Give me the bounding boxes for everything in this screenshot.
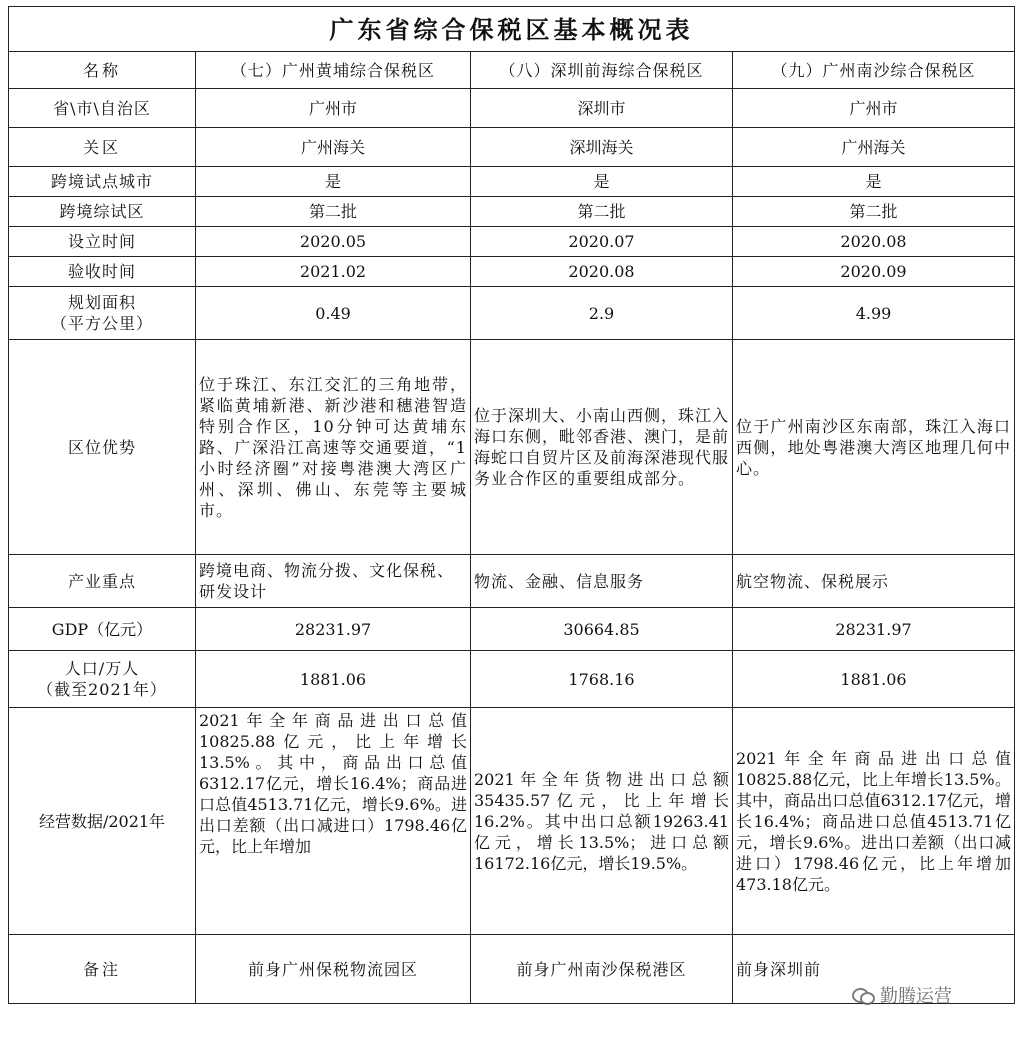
cell-operations-huangpu: 2021年全年商品进出口总值10825.88亿元，比上年增长13.5%。其中，商品出口总值6312.17亿元，增长16.4%；商品进口总值4513.71亿元，增长9.6%。进出口差额（出口减进口）1798.46亿元，比上年增加 bbox=[196, 708, 471, 935]
table-row bbox=[9, 555, 1015, 608]
cell-area-huangpu: 0.49 bbox=[196, 287, 471, 340]
cell-area-nansha: 4.99 bbox=[733, 287, 1015, 340]
table-row bbox=[9, 651, 1015, 708]
header-name: 名称 bbox=[9, 52, 196, 89]
cell-industry-qianhai: 物流、金融、信息服务 bbox=[471, 555, 733, 608]
cell-province-nansha: 广州市 bbox=[733, 89, 1015, 128]
cell-pilot-city-huangpu: 是 bbox=[196, 167, 471, 197]
cell-operations-qianhai: 2021年全年货物进出口总额35435.57亿元，比上年增长16.2%。其中出口总额19263.41亿元，增长13.5%；进口总额16172.16亿元，增长19.5%。 bbox=[471, 708, 733, 935]
row-label-customs: 关区 bbox=[9, 128, 196, 167]
cell-population-qianhai: 1768.16 bbox=[471, 651, 733, 708]
row-label-population-line1: 人口/万人 bbox=[64, 659, 140, 678]
cell-location-huangpu: 位于珠江、东江交汇的三角地带，紧临黄埔新港、新沙港和穗港智造特别合作区，10分钟可达黄埔东路、广深沿江高速等交通要道，“1小时经济圈”对接粤港澳大湾区广州、深圳、佛山、东莞等主要城市。 bbox=[196, 340, 471, 555]
row-label-location: 区位优势 bbox=[9, 340, 196, 555]
cell-accepted-nansha: 2020.09 bbox=[733, 257, 1015, 287]
row-label-population bbox=[9, 651, 196, 708]
cell-industry-nansha: 航空物流、保税展示 bbox=[733, 555, 1015, 608]
wechat-icon bbox=[852, 986, 874, 1004]
table-row bbox=[9, 608, 1015, 651]
table-row bbox=[9, 128, 1015, 167]
header-qianhai: （八）深圳前海综合保税区 bbox=[471, 52, 733, 89]
cell-gdp-huangpu: 28231.97 bbox=[196, 608, 471, 651]
table-row bbox=[9, 52, 1015, 89]
table-row bbox=[9, 167, 1015, 197]
cell-gdp-nansha: 28231.97 bbox=[733, 608, 1015, 651]
row-label-operations: 经营数据/2021年 bbox=[9, 708, 196, 935]
row-label-gdp: GDP（亿元） bbox=[9, 608, 196, 651]
cell-pilot-city-qianhai: 是 bbox=[471, 167, 733, 197]
cell-pilot-city-nansha: 是 bbox=[733, 167, 1015, 197]
watermark bbox=[852, 982, 952, 1008]
table-row bbox=[9, 708, 1015, 935]
row-label-established: 设立时间 bbox=[9, 227, 196, 257]
cell-pilot-zone-qianhai: 第二批 bbox=[471, 197, 733, 227]
cell-established-nansha: 2020.08 bbox=[733, 227, 1015, 257]
cell-customs-nansha: 广州海关 bbox=[733, 128, 1015, 167]
zone-overview-table bbox=[8, 6, 1015, 1004]
table-row bbox=[9, 227, 1015, 257]
row-label-remarks: 备注 bbox=[9, 935, 196, 1004]
watermark-text: 勤腾运营 bbox=[880, 986, 952, 1007]
cell-province-huangpu: 广州市 bbox=[196, 89, 471, 128]
cell-customs-huangpu: 广州海关 bbox=[196, 128, 471, 167]
table-row bbox=[9, 287, 1015, 340]
cell-gdp-qianhai: 30664.85 bbox=[471, 608, 733, 651]
cell-established-qianhai: 2020.07 bbox=[471, 227, 733, 257]
cell-pilot-zone-huangpu: 第二批 bbox=[196, 197, 471, 227]
table-row bbox=[9, 197, 1015, 227]
row-label-province: 省\市\自治区 bbox=[9, 89, 196, 128]
table-row bbox=[9, 257, 1015, 287]
row-label-population-line2: （截至2021年） bbox=[37, 680, 167, 699]
cell-area-qianhai: 2.9 bbox=[471, 287, 733, 340]
table-row bbox=[9, 340, 1015, 555]
cell-remarks-nansha: 前身深圳前 bbox=[733, 935, 1015, 1004]
row-label-pilot-zone: 跨境综试区 bbox=[9, 197, 196, 227]
cell-location-qianhai: 位于深圳大、小南山西侧，珠江入海口东侧，毗邻香港、澳门，是前海蛇口自贸片区及前海深港现代服务业合作区的重要组成部分。 bbox=[471, 340, 733, 555]
header-nansha: （九）广州南沙综合保税区 bbox=[733, 52, 1015, 89]
cell-accepted-huangpu: 2021.02 bbox=[196, 257, 471, 287]
row-label-pilot-city: 跨境试点城市 bbox=[9, 167, 196, 197]
cell-industry-huangpu: 跨境电商、物流分拨、文化保税、研发设计 bbox=[196, 555, 471, 608]
row-label-area bbox=[9, 287, 196, 340]
cell-customs-qianhai: 深圳海关 bbox=[471, 128, 733, 167]
row-label-accepted: 验收时间 bbox=[9, 257, 196, 287]
cell-established-huangpu: 2020.05 bbox=[196, 227, 471, 257]
cell-operations-nansha: 2021年全年商品进出口总值10825.88亿元，比上年增长13.5%。其中，商品出口总值6312.17亿元，增长16.4%；商品进口总值4513.71亿元，增长9.6%。进出口差额（出口减进口）1798.46亿元，比上年增加473.18亿元。 bbox=[733, 708, 1015, 935]
row-label-area-line2: （平方公里） bbox=[50, 314, 153, 333]
table-row bbox=[9, 89, 1015, 128]
row-label-industry: 产业重点 bbox=[9, 555, 196, 608]
cell-pilot-zone-nansha: 第二批 bbox=[733, 197, 1015, 227]
cell-province-qianhai: 深圳市 bbox=[471, 89, 733, 128]
cell-location-nansha: 位于广州南沙区东南部，珠江入海口西侧，地处粤港澳大湾区地理几何中心。 bbox=[733, 340, 1015, 555]
table-title: 广东省综合保税区基本概况表 bbox=[9, 7, 1015, 52]
row-label-area-line1: 规划面积 bbox=[67, 293, 136, 312]
cell-remarks-qianhai: 前身广州南沙保税港区 bbox=[471, 935, 733, 1004]
cell-remarks-huangpu: 前身广州保税物流园区 bbox=[196, 935, 471, 1004]
cell-accepted-qianhai: 2020.08 bbox=[471, 257, 733, 287]
cell-population-huangpu: 1881.06 bbox=[196, 651, 471, 708]
header-huangpu: （七）广州黄埔综合保税区 bbox=[196, 52, 471, 89]
cell-population-nansha: 1881.06 bbox=[733, 651, 1015, 708]
